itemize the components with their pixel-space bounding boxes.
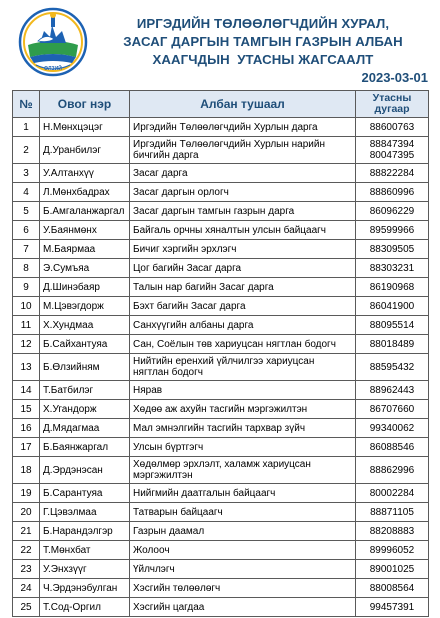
table-row: [13, 541, 429, 560]
phone-cell: [356, 400, 429, 419]
phone-number: 88822284: [369, 167, 415, 179]
row-number-cell: 10: [13, 297, 40, 316]
row-number-cell: 17: [13, 438, 40, 457]
table-row: [13, 579, 429, 598]
table-row: [13, 503, 429, 522]
document-title: [98, 15, 428, 69]
position-cell: Хэсгийн цагдаа: [130, 598, 356, 617]
row-number-cell: 3: [13, 164, 40, 183]
phone-number: 88847394: [369, 139, 415, 150]
name-cell: У.Алтанхүү: [40, 164, 130, 183]
phone-number: 88309505: [369, 243, 415, 255]
phone-cell: [356, 137, 429, 164]
phone-number: 86707660: [369, 403, 415, 415]
title-line-2: ЗАСАГ ДАРГЫН ТАМГЫН ГАЗРЫН АЛБАН: [123, 34, 403, 49]
row-number-cell: 2: [13, 137, 40, 164]
name-cell: Д.Эрдэнэсан: [40, 457, 130, 484]
phone-number: 88008564: [369, 582, 415, 594]
row-number-cell: 21: [13, 522, 40, 541]
position-cell: Хэсгийн төлөөлөгч: [130, 579, 356, 598]
position-cell: Засаг даргын орлогч: [130, 183, 356, 202]
table-row: [13, 278, 429, 297]
table-row: [13, 354, 429, 381]
phone-cell: [356, 221, 429, 240]
row-number-cell: 19: [13, 484, 40, 503]
position-cell: Нийтийн еренхий үйлчилгээ хариуцсан нягтлан бодогч: [130, 354, 356, 381]
table-row: [13, 137, 429, 164]
row-number-cell: 18: [13, 457, 40, 484]
table-row: [13, 164, 429, 183]
table-header-row: [13, 91, 429, 118]
position-cell: Иргэдийн Төлөөлөгчдийн Хурлын нарийн бичгийн дарга: [130, 137, 356, 164]
phone-number: 88018489: [369, 338, 415, 350]
title-line-3: ХААГЧДЫН УТАСНЫ ЖАГСААЛТ: [152, 52, 374, 67]
document-date: 2023-03-01: [361, 70, 428, 85]
row-number-cell: 15: [13, 400, 40, 419]
row-number-cell: 20: [13, 503, 40, 522]
table-row: [13, 297, 429, 316]
name-cell: Б.Сайхантуяа: [40, 335, 130, 354]
position-cell: Бэхт багийн Засаг дарга: [130, 297, 356, 316]
table-row: [13, 400, 429, 419]
phone-number: 88860996: [369, 186, 415, 198]
phone-number: 89996052: [369, 544, 415, 556]
position-cell: Жолооч: [130, 541, 356, 560]
position-cell: Байгаль орчны хяналтын улсын байцаагч: [130, 221, 356, 240]
phone-cell: [356, 278, 429, 297]
phone-number: 89599966: [369, 224, 415, 236]
title-line-1: ИРГЭДИЙН ТӨЛӨӨЛӨГЧДИЙН ХУРАЛ,: [136, 16, 390, 31]
name-cell: М.Баярмаа: [40, 240, 130, 259]
phone-number: 86190968: [369, 281, 415, 293]
phone-number: 88303231: [369, 262, 415, 274]
name-cell: Д.Уранбилэг: [40, 137, 130, 164]
name-cell: Т.Батбилэг: [40, 381, 130, 400]
row-number-cell: 14: [13, 381, 40, 400]
table-row: [13, 522, 429, 541]
name-cell: М.Цэвэгдорж: [40, 297, 130, 316]
row-number-cell: 5: [13, 202, 40, 221]
position-cell: Санхүүгийн албаны дарга: [130, 316, 356, 335]
phone-cell: [356, 579, 429, 598]
phone-cell: [356, 259, 429, 278]
phone-cell: [356, 335, 429, 354]
table-row: [13, 381, 429, 400]
table-row: [13, 183, 429, 202]
position-cell: Газрын даамал: [130, 522, 356, 541]
position-cell: Бичиг хэргийн эрхлэгч: [130, 240, 356, 259]
table-row: [13, 202, 429, 221]
header-phone-line-1: Утасны: [372, 92, 412, 104]
position-cell: Хөдөлмөр эрхлэлт, халамж хариуцсан мэргэжилтэн: [130, 457, 356, 484]
position-cell: Нярав: [130, 381, 356, 400]
phone-number: 88595432: [369, 361, 415, 373]
table-row: [13, 335, 429, 354]
phone-cell: [356, 164, 429, 183]
phone-cell: [356, 541, 429, 560]
name-cell: Д.Шинэбаяр: [40, 278, 130, 297]
name-cell: Г.Цэвэлмаа: [40, 503, 130, 522]
position-cell: Сан, Соёлын төв хариуцсан нягтлан бодогч: [130, 335, 356, 354]
name-cell: Б.Амгаланжаргал: [40, 202, 130, 221]
name-cell: Б.Өлзийням: [40, 354, 130, 381]
phone-number: 99457391: [369, 601, 415, 613]
phone-number: 80047395: [369, 150, 415, 161]
row-number-cell: 8: [13, 259, 40, 278]
name-cell: Б.Сарантуяа: [40, 484, 130, 503]
name-cell: Ч.Эрдэнэбулган: [40, 579, 130, 598]
phone-cell: [356, 202, 429, 221]
table-row: [13, 259, 429, 278]
row-number-cell: 7: [13, 240, 40, 259]
phone-cell: [356, 457, 429, 484]
name-cell: У.Энхзүүг: [40, 560, 130, 579]
header-phone: [356, 91, 429, 118]
position-cell: Мал эмнэлгийн тасгийн тархвар зүйч: [130, 419, 356, 438]
position-cell: Татварын байцаагч: [130, 503, 356, 522]
header-name: Овог нэр: [40, 91, 130, 118]
phone-cell: [356, 503, 429, 522]
soum-emblem-icon: [18, 7, 88, 77]
phone-cell: [356, 354, 429, 381]
phone-number: 88600763: [369, 121, 415, 133]
table-row: [13, 316, 429, 335]
phone-number: 88962443: [369, 384, 415, 396]
table-row: [13, 118, 429, 137]
table-row: [13, 419, 429, 438]
row-number-cell: 1: [13, 118, 40, 137]
row-number-cell: 22: [13, 541, 40, 560]
row-number-cell: 24: [13, 579, 40, 598]
row-number-cell: 25: [13, 598, 40, 617]
position-cell: Талын нар багийн Засаг дарга: [130, 278, 356, 297]
phone-number: 86088546: [369, 441, 415, 453]
table-row: [13, 484, 429, 503]
position-cell: Хөдөө аж ахуйн тасгийн мэргэжилтэн: [130, 400, 356, 419]
name-cell: Х.Хундмаа: [40, 316, 130, 335]
position-cell: Иргэдийн Төлөөлөгчдийн Хурлын дарга: [130, 118, 356, 137]
position-cell: Засаг даргын тамгын газрын дарга: [130, 202, 356, 221]
name-cell: Б.Нарандэлгэр: [40, 522, 130, 541]
name-cell: Т.Мөнхбат: [40, 541, 130, 560]
table-row: [13, 221, 429, 240]
table-row: [13, 457, 429, 484]
row-number-cell: 6: [13, 221, 40, 240]
phone-list-table: [12, 90, 429, 617]
row-number-cell: 11: [13, 316, 40, 335]
table-row: [13, 560, 429, 579]
phone-number: 88208883: [369, 525, 415, 537]
phone-number: 88095514: [369, 319, 415, 331]
phone-number: 80002284: [369, 487, 415, 499]
name-cell: Э.Сумъяа: [40, 259, 130, 278]
phone-cell: [356, 598, 429, 617]
phone-cell: [356, 522, 429, 541]
table-row: [13, 438, 429, 457]
table-row: [13, 240, 429, 259]
header-phone-line-2: дугаар: [374, 103, 410, 115]
phone-number: 88871105: [370, 506, 414, 518]
phone-cell: [356, 560, 429, 579]
name-cell: Б.Баянжаргал: [40, 438, 130, 457]
position-cell: Нийгмийн даатгалын байцаагч: [130, 484, 356, 503]
phone-number: 99340062: [369, 422, 415, 434]
name-cell: Л.Мөнхбадрах: [40, 183, 130, 202]
phone-cell: [356, 438, 429, 457]
table-row: [13, 598, 429, 617]
name-cell: Т.Сод-Оргил: [40, 598, 130, 617]
phone-cell: [356, 419, 429, 438]
phone-number: 86041900: [369, 300, 415, 312]
header-position: Албан тушаал: [130, 91, 356, 118]
phone-cell: [356, 240, 429, 259]
phone-cell: [356, 183, 429, 202]
row-number-cell: 4: [13, 183, 40, 202]
phone-cell: [356, 118, 429, 137]
name-cell: Х.Угандорж: [40, 400, 130, 419]
phone-number: 86096229: [369, 205, 415, 217]
row-number-cell: 9: [13, 278, 40, 297]
row-number-cell: 13: [13, 354, 40, 381]
position-cell: Засаг дарга: [130, 164, 356, 183]
phone-cell: [356, 484, 429, 503]
row-number-cell: 23: [13, 560, 40, 579]
emblem-text: ӨЛЗИЙ: [44, 66, 62, 72]
name-cell: У.Баянмөнх: [40, 221, 130, 240]
position-cell: Улсын бүртгэгч: [130, 438, 356, 457]
phone-cell: [356, 381, 429, 400]
row-number-cell: 16: [13, 419, 40, 438]
phone-cell: [356, 316, 429, 335]
header-no: №: [13, 91, 40, 118]
phone-number: 88862996: [369, 464, 415, 476]
position-cell: Цог багийн Засаг дарга: [130, 259, 356, 278]
phone-cell: [356, 297, 429, 316]
position-cell: Үйлчлэгч: [130, 560, 356, 579]
name-cell: Д.Мядагмаа: [40, 419, 130, 438]
phone-number: 89001025: [369, 563, 415, 575]
row-number-cell: 12: [13, 335, 40, 354]
name-cell: Н.Мөнхцэцэг: [40, 118, 130, 137]
